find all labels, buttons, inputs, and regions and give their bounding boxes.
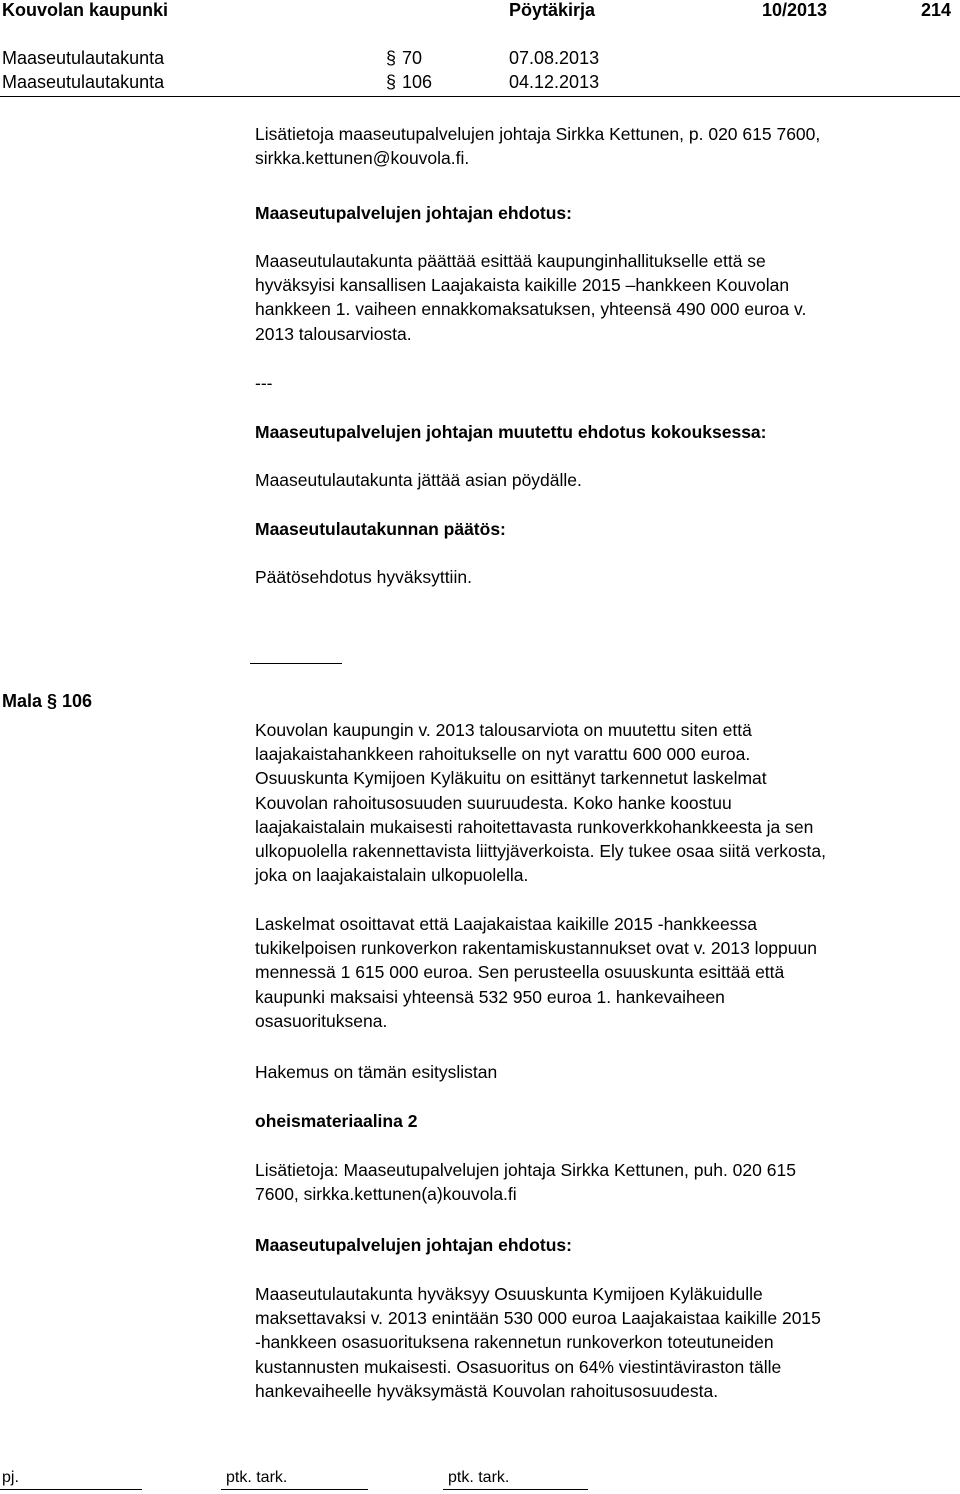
attachment-reference: oheismateriaalina 2 (255, 1111, 418, 1131)
signature-line (443, 1489, 588, 1490)
signature-line (221, 1489, 368, 1490)
section-heading: Maaseutupalvelujen johtajan ehdotus: (255, 1235, 572, 1255)
section-sign: § (386, 72, 397, 92)
decision-text: Päätösehdotus hyväksyttiin. (255, 567, 472, 587)
contact-info: Lisätietoja: Maaseutupalvelujen johtaja Sirkka Kettunen, puh. 020 615 7600, sirkka.kettunen(a)kouvola.fi (255, 1160, 796, 1205)
document-number: 10/2013 (762, 0, 828, 20)
proposal-text: Maaseutulautakunta hyväksyy Osuuskunta Kymijoen Kyläkuidulle maksettavaksi v. 2013 enintään 530 000 euroa Laajakaistaa kaikille 2015 -hankkeen osasuorituksena rakennetun runkoverkon toteutuneiden kustannusten mukaisesti. Osasuoritus on 64% viestintäviraston tälle hankevaiheelle hyväksymästä Kouvolan rahoitusosuudesta. (255, 1284, 821, 1401)
meeting-body: Maaseutulautakunta (2, 72, 165, 92)
section-label: Mala § 106 (2, 691, 93, 711)
meeting-date: 07.08.2013 (509, 48, 600, 68)
modified-proposal-text: Maaseutulautakunta jättää asian pöydälle. (255, 470, 582, 490)
signature-reviewer-label: ptk. tark. (226, 1469, 288, 1486)
separator: --- (255, 373, 273, 393)
document-type: Pöytäkirja (509, 0, 596, 20)
meeting-body: Maaseutulautakunta (2, 48, 165, 68)
contact-info: Lisätietoja maaseutupalvelujen johtaja Sirkka Kettunen, p. 020 615 7600, sirkka.kettunen@kouvola.fi. (255, 124, 821, 169)
body-paragraph: Kouvolan kaupungin v. 2013 talousarviota on muutettu siten että laajakaistahankkeen rahoitukselle on nyt varattu 600 000 euroa. Osuuskunta Kymijoen Kyläkuitu on esittänyt tarkennetut laskelmat Kouvolan rahoitusosuuden suuruudesta. Koko hanke koostuu laajakaistalain mukaisesti rahoitettavasta runkoverkkohankkeesta ja sen ulkopuolella rakennettavista liittyjäverkoista. Ely tukee osaa siitä verkosta, joka on laajakaistalain ulkopuolella. (255, 720, 826, 886)
decision-heading: Maaseutulautakunnan päätös: (255, 519, 506, 539)
page-number: 214 (921, 0, 952, 20)
body-paragraph: Laskelmat osoittavat että Laajakaistaa kaikille 2015 -hankkeessa tukikelpoisen runkoverkon rakentamiskustannukset ovat v. 2013 loppuun mennessä 1 615 000 euroa. Sen perusteella osuuskunta esittää että kaupunki maksaisi yhteensä 532 950 euroa 1. hankevaiheen osasuorituksena. (255, 914, 817, 1031)
meeting-section: 70 (402, 48, 423, 68)
proposal-text: Maaseutulautakunta päättää esittää kaupunginhallitukselle että se hyväksyisi kansallisen Laajakaista kaikille 2015 –hankkeen Kouvolan hankkeen 1. vaiheen ennakkomaksatuksen, yhteensä 490 000 euroa v. 2013 talousarviosta. (255, 251, 807, 344)
meeting-section: 106 (402, 72, 433, 92)
section-heading: Maaseutupalvelujen johtajan ehdotus: (255, 203, 572, 223)
section-sign: § (386, 48, 397, 68)
attachment-intro: Hakemus on tämän esityslistan (255, 1062, 498, 1082)
header-divider (0, 96, 960, 97)
signature-reviewer-label: ptk. tark. (448, 1469, 510, 1486)
meeting-date: 04.12.2013 (509, 72, 600, 92)
signature-line (0, 1489, 142, 1490)
city-name: Kouvolan kaupunki (2, 0, 169, 20)
section-end-rule (250, 663, 342, 664)
section-heading: Maaseutupalvelujen johtajan muutettu ehdotus kokouksessa: (255, 422, 767, 442)
signature-chair-label: pj. (2, 1469, 19, 1486)
